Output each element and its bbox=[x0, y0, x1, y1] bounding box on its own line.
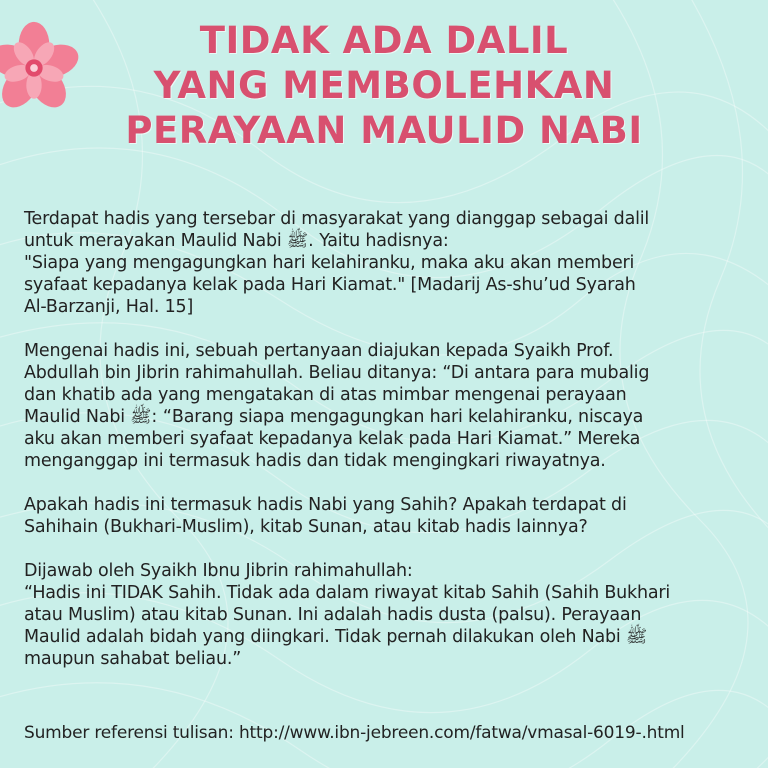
title-line: TIDAK ADA DALIL bbox=[199, 19, 569, 62]
text-line: Maulid adalah bidah yang diingkari. Tidak pernah dilakukan oleh Nabi ﷺ bbox=[24, 627, 648, 647]
text-line: Maulid Nabi ﷺ: “Barang siapa mengagungkan hari kelahiranku, niscaya bbox=[24, 407, 644, 427]
page-title bbox=[0, 18, 768, 153]
paragraph-question bbox=[24, 340, 750, 472]
text-line: Terdapat hadis yang tersebar di masyarakat yang dianggap sebagai dalil bbox=[24, 209, 650, 229]
paragraph-answer bbox=[24, 560, 750, 670]
text-line: Sahihain (Bukhari-Muslim), kitab Sunan, atau kitab hadis lainnya? bbox=[24, 517, 588, 537]
text-line: Al-Barzanji, Hal. 15] bbox=[24, 297, 194, 317]
title-line: PERAYAAN MAULID NABI bbox=[125, 109, 643, 152]
text-line: Abdullah bin Jibrin rahimahullah. Beliau ditanya: “Di antara para mubalig bbox=[24, 363, 650, 383]
text-line: maupun sahabat beliau.” bbox=[24, 649, 242, 669]
text-line: syafaat kepadanya kelak pada Hari Kiamat." [Madarij As-shu’ud Syarah bbox=[24, 275, 636, 295]
paragraph-intro bbox=[24, 208, 750, 318]
text-line: “Hadis ini TIDAK Sahih. Tidak ada dalam riwayat kitab Sahih (Sahih Bukhari bbox=[24, 583, 671, 603]
text-line: menganggap ini termasuk hadis dan tidak mengingkari riwayatnya. bbox=[24, 451, 606, 471]
paragraph-inquiry bbox=[24, 494, 750, 538]
text-line: aku akan memberi syafaat kepadanya kelak pada Hari Kiamat.” Mereka bbox=[24, 429, 641, 449]
text-line: "Siapa yang mengagungkan hari kelahiranku, maka aku akan memberi bbox=[24, 253, 635, 273]
source-reference: Sumber referensi tulisan: http://www.ibn-jebreen.com/fatwa/vmasal-6019-.html bbox=[24, 723, 685, 743]
title-line: YANG MEMBOLEHKAN bbox=[153, 64, 615, 107]
text-line: Apakah hadis ini termasuk hadis Nabi yang Sahih? Apakah terdapat di bbox=[24, 495, 627, 515]
text-line: untuk merayakan Maulid Nabi ﷺ. Yaitu hadisnya: bbox=[24, 231, 449, 251]
text-line: Mengenai hadis ini, sebuah pertanyaan diajukan kepada Syaikh Prof. bbox=[24, 341, 614, 361]
article-body bbox=[24, 208, 750, 692]
text-line: atau Muslim) atau kitab Sunan. Ini adalah hadis dusta (palsu). Perayaan bbox=[24, 605, 642, 625]
text-line: Dijawab oleh Syaikh Ibnu Jibrin rahimahullah: bbox=[24, 561, 413, 581]
text-line: dan khatib ada yang mengatakan di atas mimbar mengenai perayaan bbox=[24, 385, 627, 405]
